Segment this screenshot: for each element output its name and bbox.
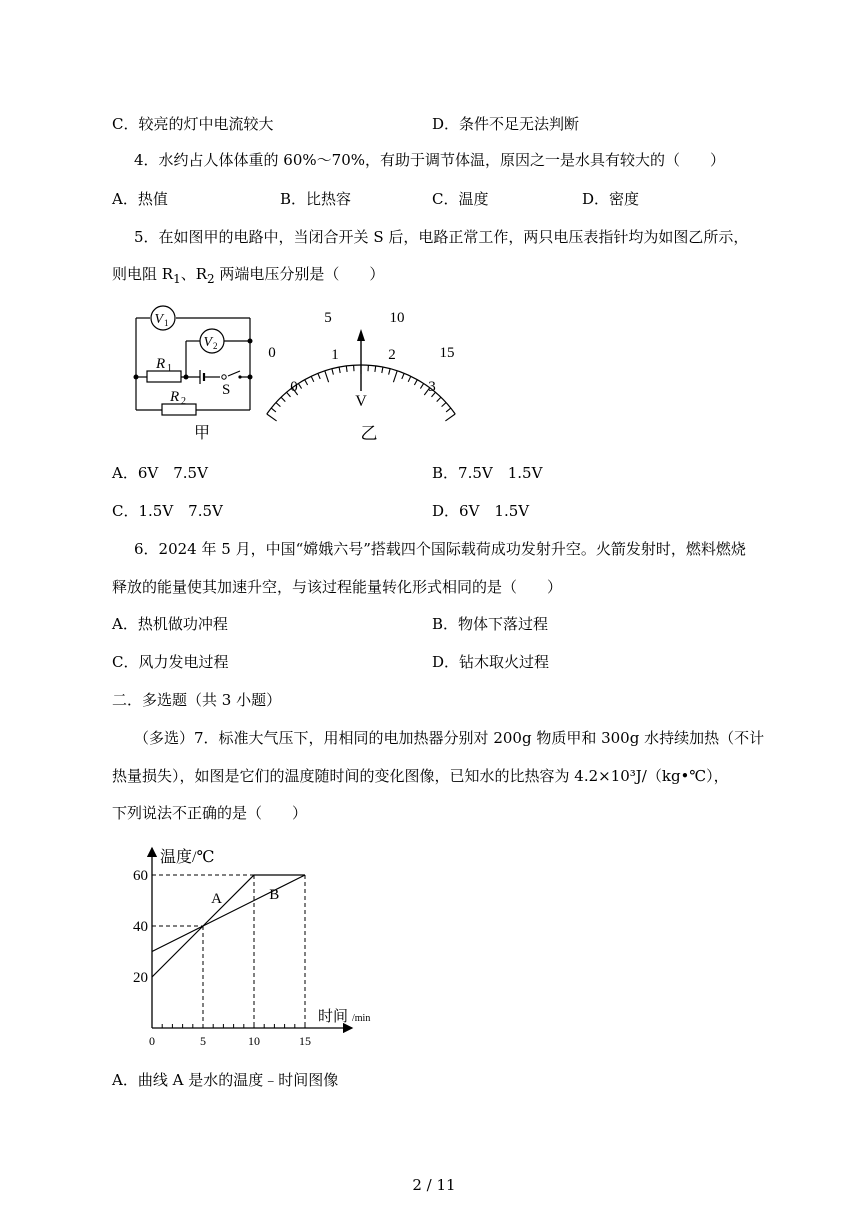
q3-option-d: D．条件不足无法判断 <box>432 115 580 133</box>
resistor-r1 <box>147 371 181 382</box>
dial-tick <box>445 414 455 421</box>
q4-option-c: C．温度 <box>432 190 489 208</box>
r1-label: R <box>156 356 166 372</box>
junction-dot <box>248 375 253 380</box>
v1-label-sub: 1 <box>164 318 169 328</box>
x-tick-label: 0 <box>149 1034 155 1048</box>
series-A-label: A <box>211 891 223 908</box>
series-B-label: B <box>269 887 280 904</box>
q4-option-a: A．热值 <box>112 190 168 208</box>
q6-stem-line1: 6．2024 年 5 月，中国“嫦娥六号”搭载四个国际载荷成功发射升空。火箭发射时，燃料燃烧 <box>134 540 746 558</box>
circuit-caption: 甲 <box>193 425 211 442</box>
q6-option-c: C．风力发电过程 <box>112 653 229 671</box>
q4-stem: 4．水约占人体体重的 60%～70%，有助于调节体温，原因之一是水具有较大的（ ） <box>134 151 725 169</box>
dial-tick <box>346 366 347 372</box>
q4-option-b: B．比热容 <box>280 190 352 208</box>
dial-bottom-label: 0 <box>290 379 298 395</box>
dial-tick <box>281 397 285 401</box>
dial-tick <box>267 414 277 421</box>
q5-stem-line2: 则电阻 $R_1$、$R_2$ 两端电压分别是（ ） <box>112 265 385 286</box>
dial-tick <box>420 384 423 389</box>
switch-label: S <box>222 382 231 398</box>
dial-top-label: 15 <box>439 345 455 361</box>
x-tick-label: 15 <box>299 1034 311 1048</box>
junction-dot <box>184 375 189 380</box>
r1-label-sub: 1 <box>167 363 172 374</box>
dial-bottom-label: 3 <box>428 379 436 395</box>
junction-dot <box>134 375 139 380</box>
dial-top-label: 0 <box>268 345 276 361</box>
dial-tick <box>305 380 308 385</box>
page-number: 2 / 11 <box>412 1176 456 1194</box>
dial-unit-label: V <box>355 393 367 410</box>
dial-tick <box>402 373 404 379</box>
switch-contact-left <box>222 375 226 379</box>
r2-label: R <box>170 389 180 405</box>
y-axis-title: 温度/℃ <box>160 849 215 866</box>
dial-tick <box>332 369 334 375</box>
dial-caption: 乙 <box>360 424 378 443</box>
q7-stem-line1: （多选）7．标准大气压下，用相同的电加热器分别对 200g 物质甲和 300g 水持续加热（不计 <box>134 729 765 747</box>
x-tick-label: 10 <box>248 1034 260 1048</box>
r2-label-sub: 2 <box>181 396 186 407</box>
q7-stem-line2: 热量损失），如图是它们的温度随时间的变化图像，已知水的比热容为 4.2×10³J/（kg•℃）， <box>112 767 729 785</box>
q5-option-a: A．6V 7.5V <box>112 464 208 482</box>
dial-tick <box>382 367 383 373</box>
section-heading: 二．多选题（共 3 小题） <box>112 691 282 709</box>
v2-label-sub: 2 <box>213 341 218 351</box>
dial-tick <box>318 373 320 379</box>
dial-tick <box>271 408 276 412</box>
q6-option-a: A．热机做功冲程 <box>112 615 228 633</box>
dial-tick <box>414 380 417 385</box>
temperature-time-chart <box>120 840 390 1055</box>
dial-tick <box>437 397 441 401</box>
y-tick-label: 60 <box>133 868 148 884</box>
q5-stem-line1: 5．在如图甲的电路中，当闭合开关 S 后，电路正常工作，两只电压表指针均为如图乙所示， <box>134 228 749 246</box>
dial-top-label: 5 <box>324 310 332 326</box>
x-axis-unit: /min <box>352 1013 371 1024</box>
dial-needle-head <box>357 329 365 341</box>
q3-option-c: C．较亮的灯中电流较大 <box>112 115 274 133</box>
dial-top-label: 10 <box>389 310 405 326</box>
q6-option-b: B．物体下落过程 <box>432 615 549 633</box>
y-tick-label: 40 <box>133 919 148 935</box>
dial-tick <box>325 371 329 382</box>
q6-option-d: D．钻木取火过程 <box>432 653 550 671</box>
dial-tick <box>393 371 397 382</box>
series-B-line <box>152 875 305 952</box>
dial-tick <box>408 376 411 382</box>
q7-stem-line3: 下列说法不正确的是（ ） <box>112 804 308 822</box>
dial-tick <box>339 367 340 373</box>
dial-bottom-label: 2 <box>388 347 396 363</box>
q6-stem-line2: 释放的能量使其加速升空，与该过程能量转化形式相同的是（ ） <box>112 578 563 596</box>
switch-contact-right <box>238 375 241 378</box>
v2-label: V <box>203 335 212 350</box>
junction-dot <box>248 339 253 344</box>
x-axis-title: 时间 <box>318 1009 349 1025</box>
q4-option-d: D．密度 <box>582 190 640 208</box>
resistor-r2 <box>162 404 196 415</box>
dial-tick <box>442 403 446 407</box>
dial-tick <box>375 366 376 372</box>
q5-option-d: D．6V 1.5V <box>432 502 530 520</box>
dial-tick <box>311 376 314 382</box>
dial-bottom-label: 1 <box>331 347 339 363</box>
dial-tick <box>389 369 391 375</box>
dial-tick <box>446 408 451 412</box>
dial-tick <box>298 384 301 389</box>
q5-option-c: C．1.5V 7.5V <box>112 502 223 520</box>
q5-option-b: B．7.5V 1.5V <box>432 464 543 482</box>
dial-tick <box>276 403 280 407</box>
y-tick-label: 20 <box>133 970 148 986</box>
x-tick-label: 5 <box>200 1034 206 1048</box>
q7-option-a: A．曲线 A 是水的温度﹣时间图像 <box>112 1071 339 1089</box>
circuit-diagram <box>120 300 270 445</box>
voltmeter-dial <box>258 305 468 445</box>
v1-label: V <box>154 312 163 327</box>
